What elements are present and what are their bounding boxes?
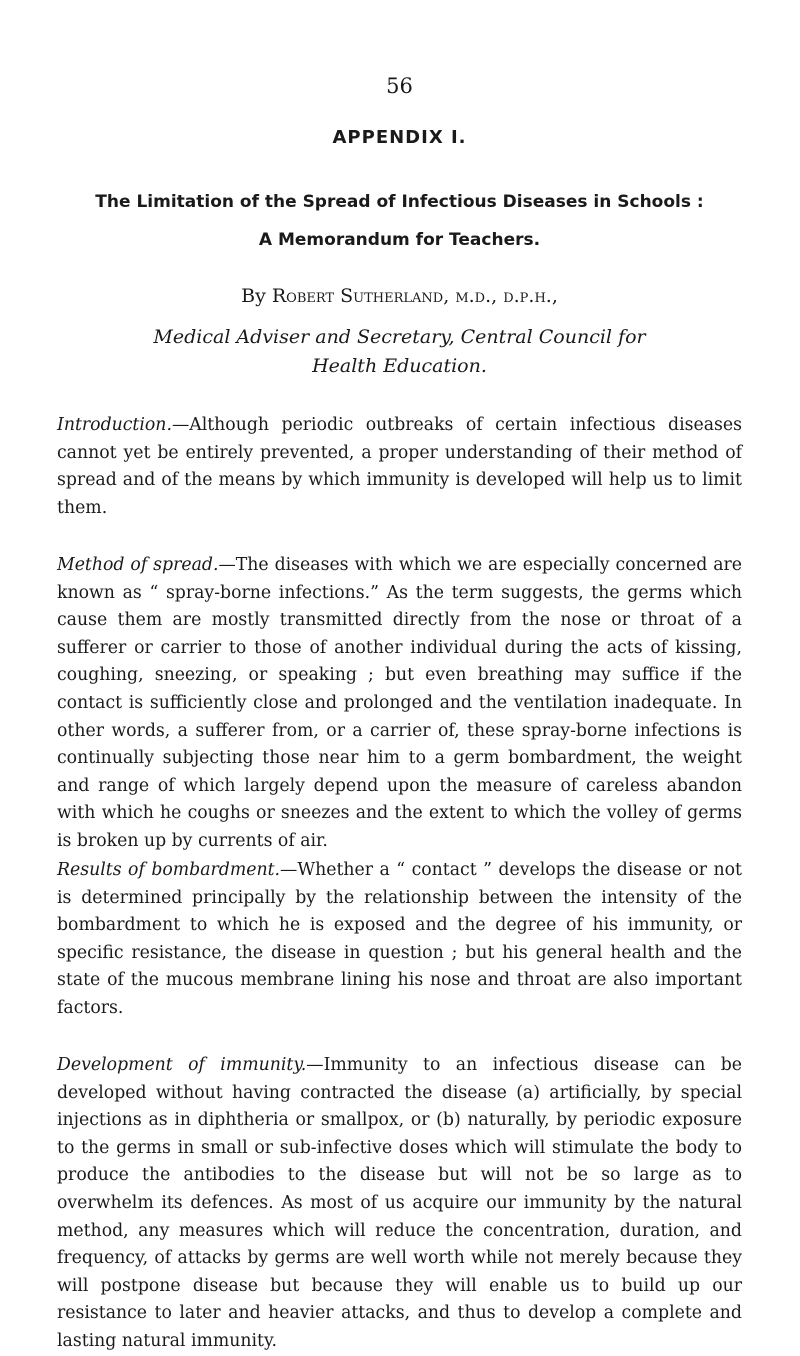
section-introduction <box>57 412 742 522</box>
byline <box>57 285 742 307</box>
section-heading: Introduction. <box>57 415 172 435</box>
title-line-2: A Memorandum for Teachers. <box>258 230 541 250</box>
section-text: —Immunity to an infectious disease can be developed without having contracted the disease (a) artificially, by special injections as in diphtheria or smallpox, or (b) naturally, by periodic exposure to the germs in small or sub-infective doses which will stimulate the body to produce the antibodies to the disease but will not be so large as to overwhelm its defences. As most of us acquire our immunity by the natural method, any measures which will reduce the concentration, duration, and frequency, of attacks by germs are well worth while not merely because they will postpone disease but because they will enable us to build up our resistance to later and heavier attacks, and thus to develop a complete and lasting natural immunity. <box>57 1055 742 1351</box>
author-qualifications: m.d., d.p.h., <box>455 285 558 307</box>
section-development-of-immunity <box>57 1052 742 1356</box>
section-heading: Method of spread. <box>57 555 219 575</box>
section-text: —The diseases with which we are especially concerned are known as “ spray-borne infections.” As the term suggests, the germs which cause them are mostly transmitted directly from the nose or throat of a sufferer or carrier to those of another individual during the acts of kissing, coughing, sneezing, or speaking ; but even breathing may suffice if the contact is sufficiently close and prolonged and the ventilation inadequate. In other words, a sufferer from, or a carrier of, these spray-borne infections is continually subjecting those near him to a germ bombardment, the weight and range of which largely depend upon the measure of careless abandon with which he coughs or sneezes and the extent to which the volley of germs is broken up by currents of air. <box>57 555 743 851</box>
author-affiliation <box>57 323 742 381</box>
section-text: —Whether a “ contact ” develops the disease or not is determined principally by the relationship between the intensity of the bombardment to which he is exposed and the degree of his immunity, or specific resistance, the disease in question ; but his general health and the state of the mucous membrane lining his nose and throat are also important factors. <box>57 860 742 1018</box>
section-text: —Although periodic outbreaks of certain infectious diseases cannot yet be entirely prevented, a proper understanding of their method of spread and of the means by which immunity is developed will help us to limit them. <box>57 415 742 518</box>
section-method-of-spread <box>57 552 742 856</box>
section-heading: Development of immunity. <box>57 1055 307 1075</box>
title-line-1: The Limitation of the Spread of Infectious Diseases in Schools : <box>95 192 704 212</box>
section-heading: Results of bombardment. <box>57 860 281 880</box>
byline-prefix: By <box>241 285 266 307</box>
page-number: 56 <box>386 74 413 98</box>
affiliation-line-2: Health Education. <box>312 355 487 377</box>
document-title <box>57 183 742 259</box>
appendix-heading: APPENDIX I. <box>332 127 467 148</box>
author-name: Robert Sutherland, <box>271 285 450 307</box>
affiliation-line-1: Medical Adviser and Secretary, Central Council for <box>153 326 646 348</box>
section-results-of-bombardment <box>57 857 742 1023</box>
